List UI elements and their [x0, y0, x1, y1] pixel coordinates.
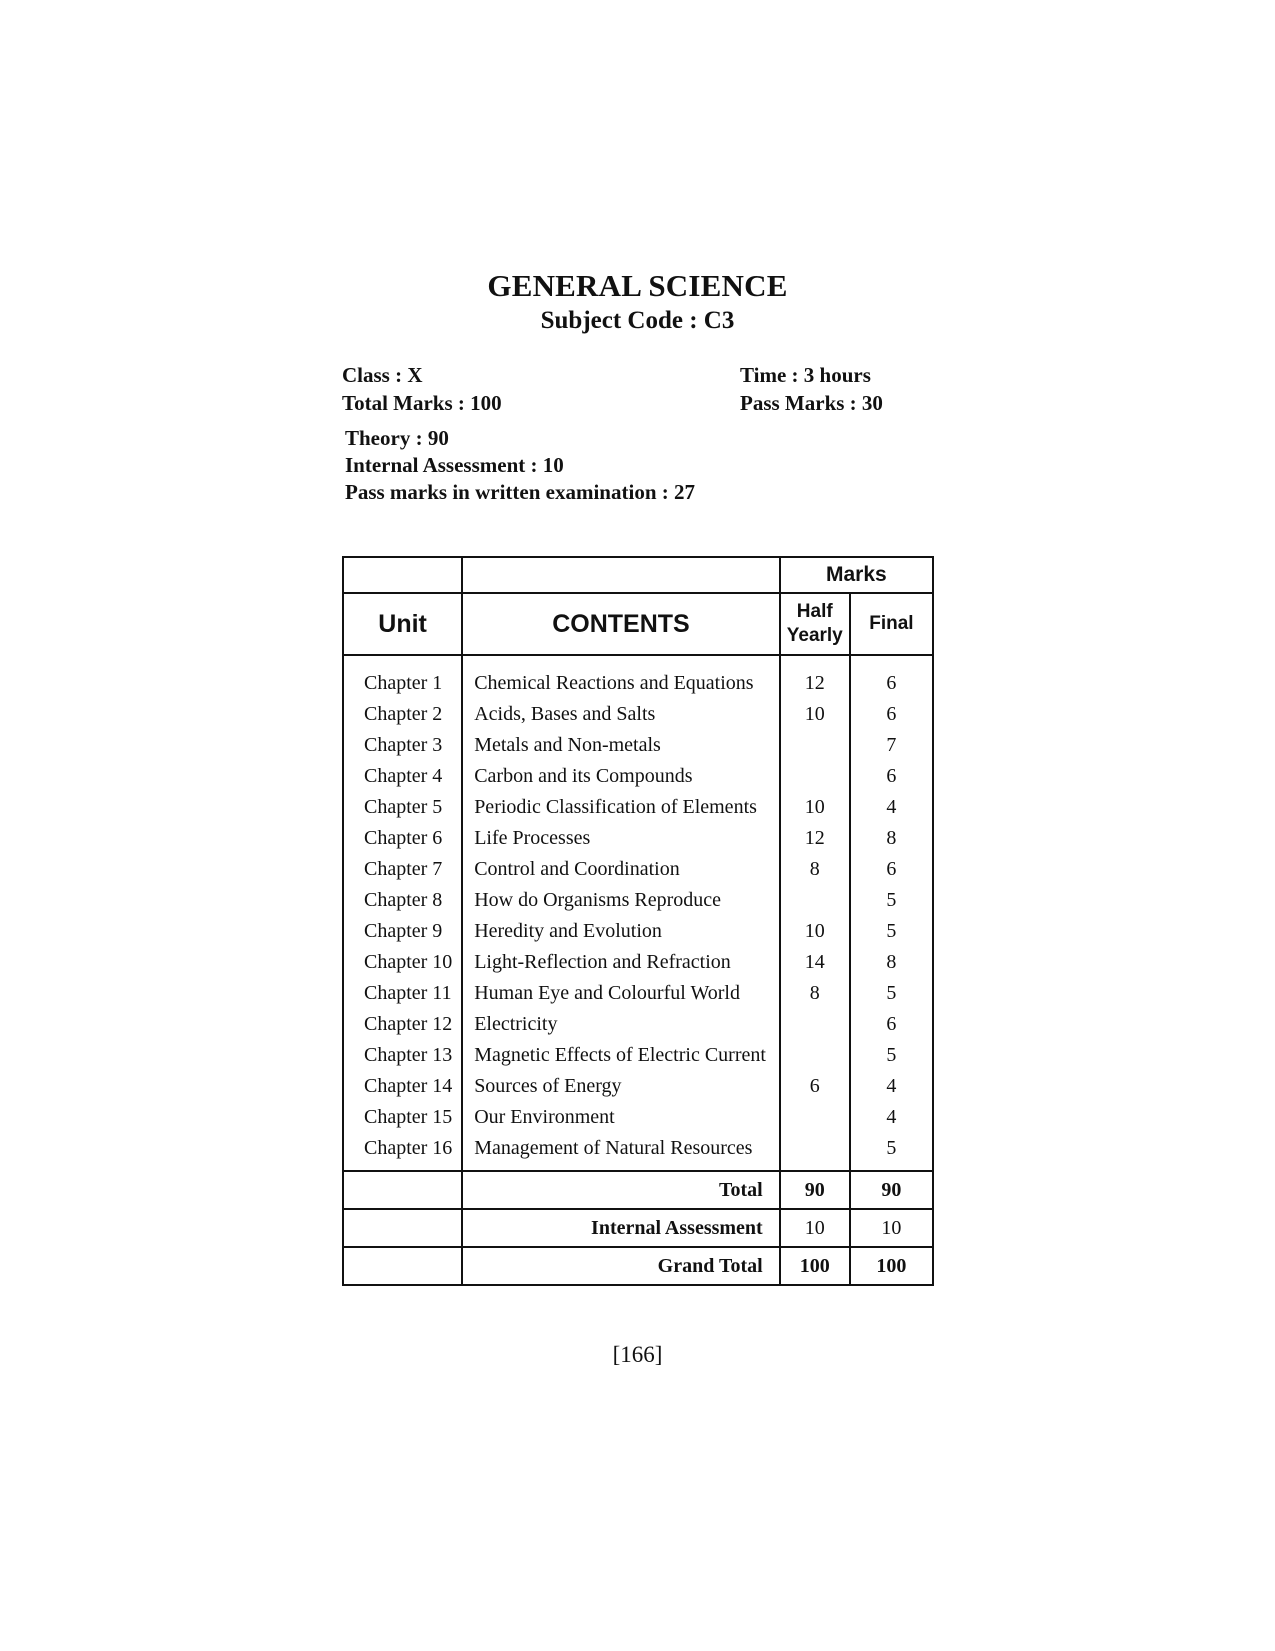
table-row	[343, 792, 933, 823]
half-yearly-cell	[780, 1133, 850, 1171]
table-row	[343, 1102, 933, 1133]
sum-final: 100	[850, 1247, 933, 1285]
final-cell: 6	[850, 1009, 933, 1040]
half-yearly-cell	[780, 730, 850, 761]
unit-cell: Chapter 3	[343, 730, 462, 761]
unit-cell: Chapter 4	[343, 761, 462, 792]
final-cell: 4	[850, 1071, 933, 1102]
final-cell: 8	[850, 823, 933, 854]
internal-assessment-row	[343, 1209, 933, 1247]
final-cell: 4	[850, 1102, 933, 1133]
final-cell: 4	[850, 792, 933, 823]
header-empty-contents	[462, 557, 780, 593]
half-yearly-cell: 10	[780, 792, 850, 823]
spacer-row	[343, 655, 933, 668]
time-info: Time : 3 hours	[740, 363, 871, 387]
table-row	[343, 947, 933, 978]
total-marks-info: Total Marks : 100	[342, 391, 502, 415]
content-cell: Acids, Bases and Salts	[462, 699, 780, 730]
unit-cell: Chapter 1	[343, 668, 462, 699]
final-cell: 6	[850, 699, 933, 730]
half-yearly-cell	[780, 885, 850, 916]
sum-label: Internal Assessment	[462, 1209, 780, 1247]
sum-half-yearly: 10	[780, 1209, 850, 1247]
half-yearly-cell: 12	[780, 668, 850, 699]
content-cell: How do Organisms Reproduce	[462, 885, 780, 916]
sum-final: 90	[850, 1171, 933, 1209]
unit-cell: Chapter 8	[343, 885, 462, 916]
header-half-yearly	[780, 593, 850, 655]
content-cell: Metals and Non-metals	[462, 730, 780, 761]
theory-info: Theory : 90	[345, 426, 449, 450]
final-cell: 5	[850, 978, 933, 1009]
content-cell: Our Environment	[462, 1102, 780, 1133]
table-row	[343, 854, 933, 885]
table-row	[343, 761, 933, 792]
unit-cell: Chapter 7	[343, 854, 462, 885]
half-yearly-cell: 14	[780, 947, 850, 978]
table-row	[343, 1071, 933, 1102]
document-title: GENERAL SCIENCE	[487, 268, 788, 303]
content-cell: Carbon and its Compounds	[462, 761, 780, 792]
final-cell: 6	[850, 854, 933, 885]
sum-empty-cell	[343, 1247, 462, 1285]
header-row-main	[343, 593, 933, 655]
unit-cell: Chapter 10	[343, 947, 462, 978]
half-yearly-cell: 10	[780, 916, 850, 947]
half-yearly-cell	[780, 1102, 850, 1133]
unit-cell: Chapter 5	[343, 792, 462, 823]
sum-half-yearly: 90	[780, 1171, 850, 1209]
table-row	[343, 885, 933, 916]
unit-cell: Chapter 6	[343, 823, 462, 854]
grand-total-row	[343, 1247, 933, 1285]
sum-final: 10	[850, 1209, 933, 1247]
half-yearly-cell: 12	[780, 823, 850, 854]
content-cell: Chemical Reactions and Equations	[462, 668, 780, 699]
header-unit: Unit	[343, 593, 462, 655]
final-cell: 5	[850, 1040, 933, 1071]
sum-label: Total	[462, 1171, 780, 1209]
final-cell: 6	[850, 761, 933, 792]
header-empty-unit	[343, 557, 462, 593]
table-row	[343, 823, 933, 854]
half-yearly-cell	[780, 761, 850, 792]
table-row	[343, 1040, 933, 1071]
content-cell: Periodic Classification of Elements	[462, 792, 780, 823]
class-info: Class : X	[342, 363, 423, 387]
table-row	[343, 1009, 933, 1040]
half-yearly-cell: 10	[780, 699, 850, 730]
header-yearly: Yearly	[786, 625, 843, 646]
header-marks: Marks	[780, 557, 933, 593]
pass-written-info: Pass marks in written examination : 27	[345, 480, 695, 504]
header-row-top	[343, 557, 933, 593]
final-cell: 5	[850, 916, 933, 947]
half-yearly-cell: 8	[780, 978, 850, 1009]
unit-cell: Chapter 2	[343, 699, 462, 730]
content-cell: Life Processes	[462, 823, 780, 854]
total-row	[343, 1171, 933, 1209]
final-cell: 8	[850, 947, 933, 978]
table-row	[343, 1133, 933, 1171]
subject-code: Subject Code : C3	[540, 307, 735, 334]
content-cell: Human Eye and Colourful World	[462, 978, 780, 1009]
sum-label: Grand Total	[462, 1247, 780, 1285]
final-cell: 6	[850, 668, 933, 699]
content-cell: Magnetic Effects of Electric Current	[462, 1040, 780, 1071]
sum-empty-cell	[343, 1171, 462, 1209]
unit-cell: Chapter 9	[343, 916, 462, 947]
unit-cell: Chapter 12	[343, 1009, 462, 1040]
sum-half-yearly: 100	[780, 1247, 850, 1285]
table-row	[343, 978, 933, 1009]
table-row	[343, 668, 933, 699]
sum-empty-cell	[343, 1209, 462, 1247]
page-number: [166]	[612, 1342, 663, 1367]
unit-cell: Chapter 15	[343, 1102, 462, 1133]
final-cell: 5	[850, 885, 933, 916]
content-cell: Control and Coordination	[462, 854, 780, 885]
unit-cell: Chapter 16	[343, 1133, 462, 1171]
final-cell: 7	[850, 730, 933, 761]
header-final: Final	[850, 593, 933, 655]
header-half: Half	[796, 601, 833, 622]
half-yearly-cell	[780, 1040, 850, 1071]
content-cell: Sources of Energy	[462, 1071, 780, 1102]
marks-distribution-table	[342, 556, 934, 1286]
pass-marks-info: Pass Marks : 30	[740, 391, 883, 415]
unit-cell: Chapter 14	[343, 1071, 462, 1102]
content-cell: Heredity and Evolution	[462, 916, 780, 947]
final-cell: 5	[850, 1133, 933, 1171]
content-cell: Light-Reflection and Refraction	[462, 947, 780, 978]
header-contents: CONTENTS	[462, 593, 780, 655]
table-row	[343, 699, 933, 730]
unit-cell: Chapter 11	[343, 978, 462, 1009]
half-yearly-cell: 8	[780, 854, 850, 885]
half-yearly-cell: 6	[780, 1071, 850, 1102]
content-cell: Electricity	[462, 1009, 780, 1040]
content-cell: Management of Natural Resources	[462, 1133, 780, 1171]
internal-assessment-info: Internal Assessment : 10	[345, 453, 564, 477]
table-row	[343, 730, 933, 761]
half-yearly-cell	[780, 1009, 850, 1040]
unit-cell: Chapter 13	[343, 1040, 462, 1071]
table-row	[343, 916, 933, 947]
